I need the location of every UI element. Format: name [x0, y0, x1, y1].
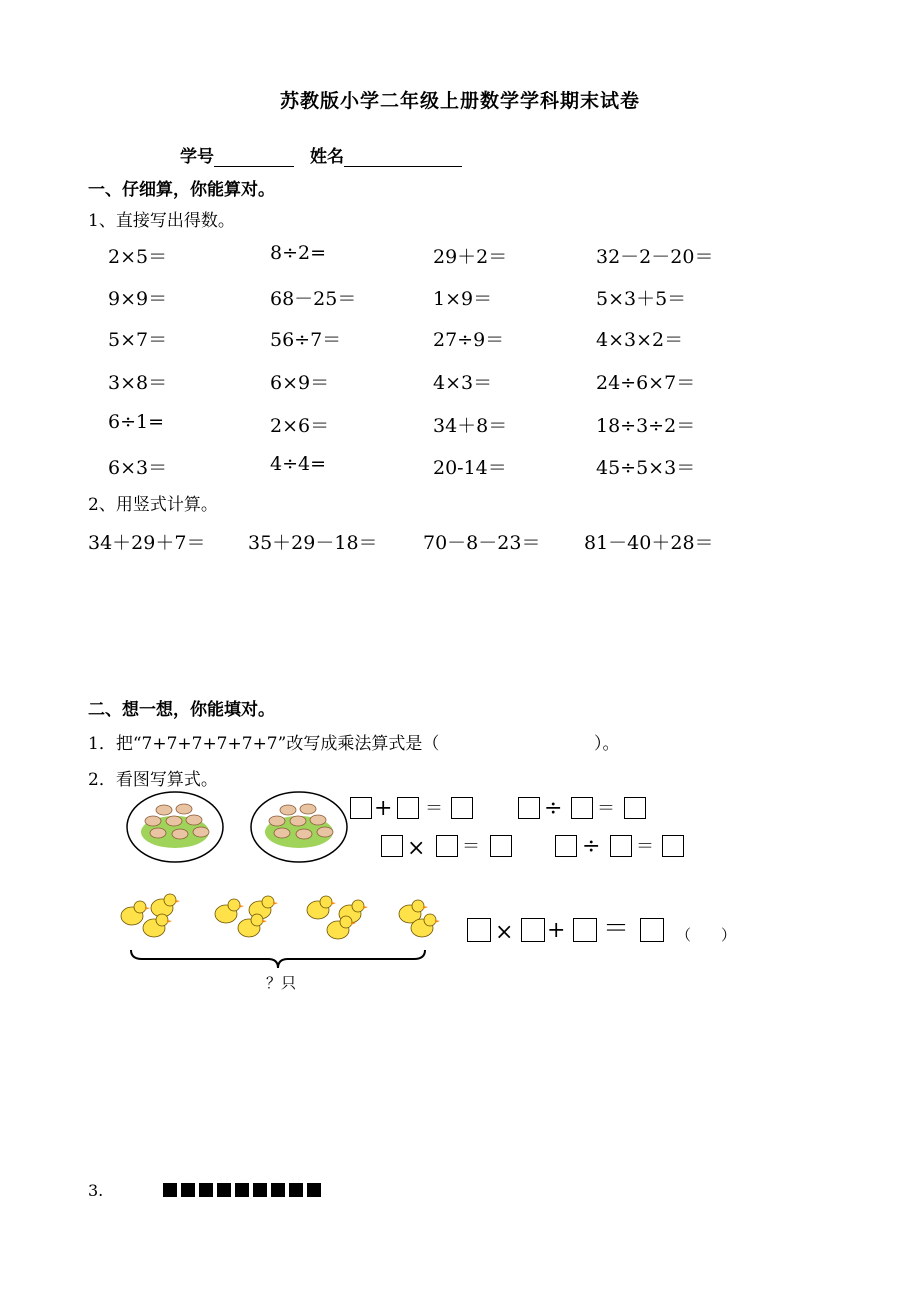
grid-cell: 34＋8＝ [433, 415, 508, 437]
answer-box[interactable] [350, 797, 372, 819]
q2-1-text: 1．把“7+7+7+7+7+7”改写成乘法算式是（ [88, 734, 440, 754]
brace-label: ？只 [266, 974, 297, 992]
chick-group-3 [307, 896, 364, 939]
grid-cell: 29＋2＝ [433, 246, 508, 268]
black-square [235, 1183, 249, 1197]
vertical-calc: 70－8－23＝ [423, 532, 541, 554]
grid-cell: 3×8＝ [108, 372, 168, 394]
vertical-calc: 35＋29－18＝ [248, 532, 378, 554]
grid-cell: 68－25＝ [270, 288, 357, 310]
unit-paren[interactable]: （ ） [676, 926, 737, 944]
answer-box[interactable] [610, 835, 632, 857]
grid-cell: 4×3＝ [433, 372, 493, 394]
black-square [289, 1183, 303, 1197]
chick-group-1 [121, 894, 176, 937]
answer-box[interactable] [490, 835, 512, 857]
equals-op: ＝ [462, 836, 480, 857]
grid-cell: 5×3＋5＝ [596, 288, 687, 310]
grid-cell: 20-14＝ [433, 457, 507, 479]
brace-icon [128, 948, 428, 970]
black-square [271, 1183, 285, 1197]
grid-cell: 5×7＝ [108, 329, 168, 351]
answer-box[interactable] [662, 835, 684, 857]
answer-box[interactable] [451, 797, 473, 819]
grid-cell: 4÷4= [270, 453, 327, 475]
name-line[interactable] [344, 150, 462, 167]
grid-cell: 4×3×2＝ [596, 329, 684, 351]
equals-op: ＝ [603, 914, 630, 944]
student-no-label: 学号 [180, 147, 214, 167]
q2-1-close: ）。 [594, 734, 620, 754]
grid-cell: 18÷3÷2＝ [596, 415, 696, 437]
name-label: 姓名 [310, 147, 344, 167]
mushroom-plate-right [251, 792, 347, 862]
grid-cell: 56÷7＝ [270, 329, 342, 351]
equals-op: ＝ [597, 798, 615, 819]
grid-cell: 45÷5×3＝ [596, 457, 696, 479]
equals-op: ＝ [425, 798, 443, 819]
black-square [181, 1183, 195, 1197]
black-square [163, 1183, 177, 1197]
page-title: 苏教版小学二年级上册数学学科期末试卷 [279, 90, 640, 112]
chicks-image [118, 890, 448, 955]
divide-op: ÷ [544, 796, 563, 821]
answer-box[interactable] [467, 918, 491, 942]
answer-box[interactable] [573, 918, 597, 942]
grid-cell: 32－2－20＝ [596, 246, 714, 268]
grid-cell: 2×5＝ [108, 246, 168, 268]
chick-group-4 [399, 900, 436, 937]
squares-row [163, 1182, 325, 1201]
answer-box[interactable] [624, 797, 646, 819]
grid-cell: 6×9＝ [270, 372, 330, 394]
equals-op: ＝ [636, 836, 654, 857]
grid-cell: 24÷6×7＝ [596, 372, 696, 394]
plus-op: + [374, 796, 393, 821]
q2-label: 2、用竖式计算。 [88, 495, 218, 515]
times-op: × [495, 920, 514, 945]
grid-cell: 9×9＝ [108, 288, 168, 310]
section2-heading: 二、想一想，你能填对。 [88, 700, 275, 720]
answer-box[interactable] [436, 835, 458, 857]
answer-box[interactable] [397, 797, 419, 819]
grid-cell: 6×3＝ [108, 457, 168, 479]
black-square [253, 1183, 267, 1197]
q1-label: 1、直接写出得数。 [88, 211, 235, 231]
answer-box[interactable] [381, 835, 403, 857]
answer-box[interactable] [518, 797, 540, 819]
vertical-calc: 34＋29＋7＝ [88, 532, 206, 554]
mushroom-plate-left [127, 792, 223, 862]
mushroom-plates-image [126, 790, 356, 865]
black-square [199, 1183, 213, 1197]
black-square [217, 1183, 231, 1197]
grid-cell: 1×9＝ [433, 288, 493, 310]
vertical-calc: 81－40＋28＝ [584, 532, 714, 554]
student-no-line[interactable] [214, 150, 294, 167]
divide-op: ÷ [582, 834, 601, 859]
section1-heading: 一、仔细算，你能算对。 [88, 180, 275, 200]
answer-box[interactable] [640, 918, 664, 942]
black-square [307, 1183, 321, 1197]
answer-box[interactable] [571, 797, 593, 819]
grid-cell: 6÷1= [108, 411, 165, 433]
name-field[interactable] [310, 142, 462, 167]
q3-label: 3. [88, 1181, 104, 1200]
grid-cell: 8÷2= [270, 242, 327, 264]
chick-group-2 [215, 896, 274, 937]
q2-2-label: 2．看图写算式。 [88, 770, 218, 790]
plus-op: + [547, 918, 566, 943]
answer-box[interactable] [555, 835, 577, 857]
grid-cell: 27÷9＝ [433, 329, 505, 351]
times-op: × [407, 836, 426, 861]
grid-cell: 2×6＝ [270, 415, 330, 437]
student-no-field[interactable] [180, 142, 294, 167]
answer-box[interactable] [521, 918, 545, 942]
